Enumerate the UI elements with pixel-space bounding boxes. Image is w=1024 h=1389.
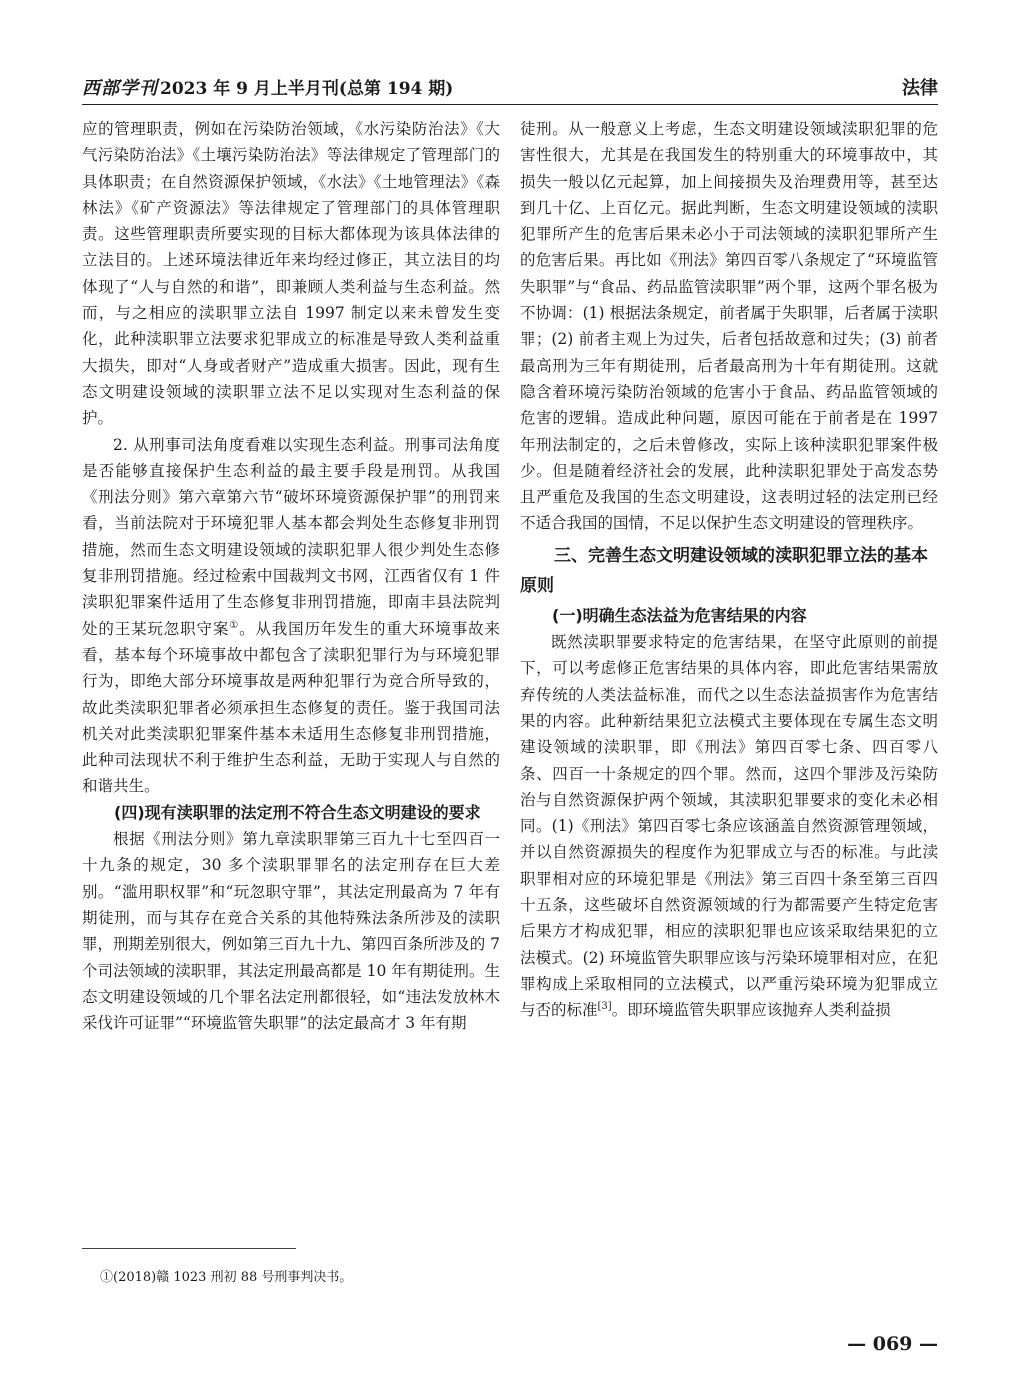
footnote-marker[interactable]: ① [229,619,240,631]
left-paragraph-2: 2. 从刑事司法角度看难以实现生态利益。刑事司法角度是否能够直接保护生态利益的最主要手段是刑罚。从我国《刑法分则》第六章第六节“破坏环境资源保护罪”的刑罚来看，当前法院对于环境犯罪人基本都会判处生态修复非刑罚措施，然而生态文明建设领域的渎职犯罪人很少判处生态修复非刑罚措施。经过检索中国裁判文书网，江西省仅有 1 件渎职犯罪案件适用了生态修复非刑罚措施，即南丰县法院判处的王某玩忽职守案①。从我国历年发生的重大环境事故来看，基本每个环境事故中都包含了渎职犯罪行为与环境犯罪行为，即绝大部分环境事故是两种犯罪行为竞合所导致的，故此类渎职犯罪者必须承担生态修复的责任。鉴于我国司法机关对此类渎职犯罪案件基本未适用生态修复非刑罚措施，此种司法现状不利于维护生态利益，无助于实现人与自然的和谐共生。 [82,435,500,796]
right-column [520,116,938,1024]
footnote-divider [82,1248,296,1249]
main-section-heading: 三、完善生态文明建设领域的渎职犯罪立法的基本原则 [520,545,928,596]
running-header [82,70,938,105]
right-paragraph-1: 徒刑。从一般意义上考虑，生态文明建设领域渎职犯罪的危害性很大，尤其是在我国发生的特别重大的环境事故中，其损失一般以亿元起算，加上间接损失及治理费用等，甚至达到几十亿、上百亿元。据此判断，生态文明建设领域的渎职犯罪所产生的危害后果未必小于司法领域的渎职犯罪所产生的危害后果。再比如《刑法》第四百零八条规定了“环境监管失职罪”与“食品、药品监管渎职罪”两个罪，这两个罪名极为不协调：(1) 根据法条规定，前者属于失职罪，后者属于渎职罪；(2) 前者主观上为过失，后者包括故意和过失；(3) 前者最高刑为三年有期徒刑，后者最高刑为十年有期徒刑。这就隐含着环境污染防治领域的危害小于食品、药品监管领域的危害的逻辑。造成此种问题，原因可能在于前者是在 1997 年刑法制定的，之后未曾修改，实际上该种渎职犯罪案件极少。但是随着经济社会的发展，此种渎职犯罪处于高发态势且严重危及我国的生态文明建设，这表明过轻的法定刑已经不适合我国的国情，不足以保护生态文明建设的管理秩序。 [520,120,938,533]
left-paragraph-3: 根据《刑法分则》第九章渎职罪第三百九十七至四百一十九条的规定，30 多个渎职罪罪名的法定刑存在巨大差别。“滥用职权罪”和“玩忽职守罪”，其法定刑最高为 7 年有期徒刑，而与其存在竞合关系的其他特殊法条所涉及的渎职罪，刑期差别很大，例如第三百九十九、第四百条所涉及的 7 个司法领域的渎职罪，其法定刑最高都是 10 年有期徒刑。生态文明建设领域的几个罪名法定刑都很轻，如“违法发放林木采伐许可证罪”“环境监管失职罪”的法定最高才 3 年有期 [82,830,500,1033]
footnote: ①(2018)赣 1023 刑初 88 号刑事判决书。 [100,1270,353,1285]
left-column [82,116,500,1036]
journal-logo: 西部学刊 [82,78,158,99]
journal-issue: 2023 年 9 月上半月刊(总第 194 期) [160,79,454,99]
left-paragraph-1: 应的管理职责，例如在污染防治领域，《水污染防治法》《大气污染防治法》《土壤污染防治法》等法律规定了管理部门的具体职责；在自然资源保护领域，《水法》《土地管理法》《森林法》《矿产资源法》等法律规定了管理部门的具体管理职责。这些管理职责所要实现的目标大都体现为该具体法律的立法目的。上述环境法律近年来均经过修正，其立法目的均体现了“人与自然的和谐”，即兼顾人类利益与生态利益。然而，与之相应的渎职罪立法自 1997 制定以来未曾发生变化，此种渎职罪立法要求犯罪成立的标准是导致人类利益重大损失，即对“人身或者财产”造成重大损害。因此，现有生态文明建设领域的渎职罪立法不足以实现对生态利益的保护。 [82,120,500,428]
subsection-heading-1: (一)明确生态法益为危害结果的内容 [552,605,807,625]
right-paragraph-2: 既然渎职罪要求特定的危害结果，在坚守此原则的前提下，可以考虑修正危害结果的具体内容，即此危害结果需放弃传统的人类法益标准，而代之以生态法益损害作为危害结果的内容。此种新结果犯立法模式主要体现在专属生态文明建设领域的渎职罪，即《刑法》第四百零七条、四百零八条、四百一十条规定的四个罪。然而，这四个罪涉及污染防治与自然资源保护两个领域，其渎职犯罪要求的变化未必相同。(1)《刑法》第四百零七条应该涵盖自然资源管理领域，并以自然资源损失的程度作为犯罪成立与否的标准。与此渎职罪相对应的环境犯罪是《刑法》第三百四十条至第三百四十五条，这些破坏自然资源领域的行为都需要产生特定危害后果方才构成犯罪，相应的渎职犯罪也应该采取结果犯的立法模式。(2) 环境监管失职罪应该与污染环境罪相对应，在犯罪构成上采取相同的立法模式，以严重污染环境为犯罪成立与否的标准[3]。即环境监管失职罪应该抛弃人类利益损 [520,633,938,1020]
section-heading-4: (四)现有渎职罪的法定刑不符合生态文明建设的要求 [114,802,481,822]
section-label: 法律 [902,78,938,99]
reference-marker[interactable]: [3] [597,1001,612,1013]
page-number: — 069 — [847,1333,938,1355]
